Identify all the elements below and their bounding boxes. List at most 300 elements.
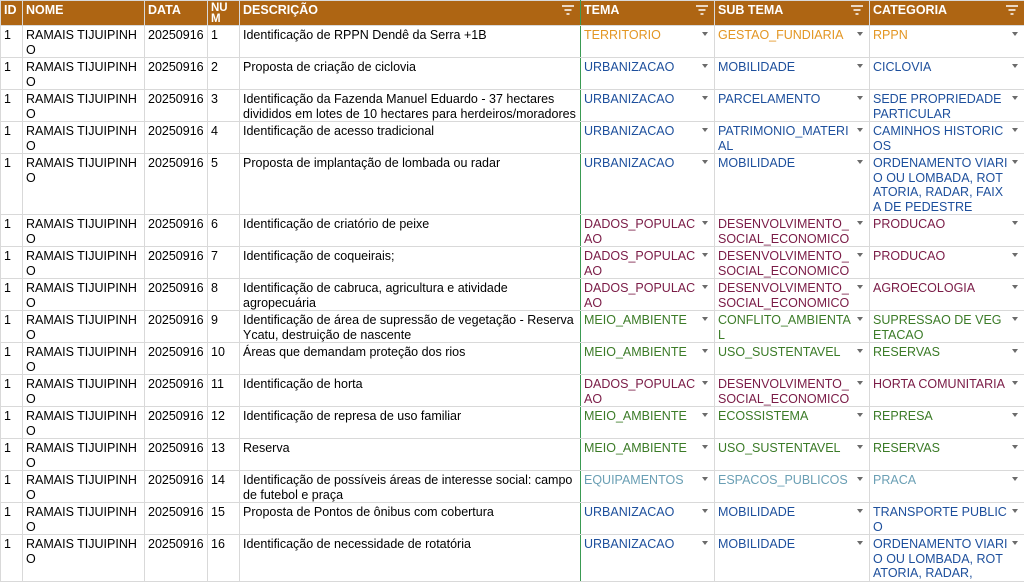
cell-id-text: 1 — [4, 249, 11, 263]
cell-num[interactable] — [208, 26, 240, 58]
cell-data[interactable] — [145, 58, 208, 90]
cell-nome[interactable] — [23, 154, 145, 215]
table-row — [1, 122, 1024, 154]
cell-id[interactable] — [1, 154, 23, 215]
cell-id[interactable] — [1, 90, 23, 122]
cell-tema[interactable] — [581, 311, 715, 343]
cell-sub-tema[interactable] — [715, 407, 870, 439]
cell-tema[interactable] — [581, 439, 715, 471]
cell-nome-text: RAMAIS TIJUIPINHO — [26, 92, 137, 121]
cell-nome[interactable] — [23, 439, 145, 471]
cell-data[interactable] — [145, 503, 208, 535]
column-header-descricao[interactable]: DESCRIÇÃO — [240, 1, 581, 26]
cell-nome-text: RAMAIS TIJUIPINHO — [26, 281, 137, 310]
cell-id-text: 1 — [4, 281, 11, 295]
dropdown-arrow-icon[interactable] — [702, 64, 708, 68]
cell-descricao-text: Identificação de represa de uso familiar — [243, 409, 462, 423]
cell-categoria[interactable] — [870, 471, 1024, 503]
table-row — [1, 279, 1024, 311]
dropdown-arrow-icon[interactable] — [702, 381, 708, 385]
cell-categoria-text: AGROECOLOGIA — [873, 281, 976, 295]
table-row — [1, 439, 1024, 471]
cell-sub-tema[interactable] — [715, 471, 870, 503]
dropdown-arrow-icon[interactable] — [1012, 32, 1018, 36]
cell-tema[interactable] — [581, 503, 715, 535]
cell-sub-tema[interactable] — [715, 26, 870, 58]
cell-tema[interactable] — [581, 58, 715, 90]
column-header-id[interactable]: ID — [1, 1, 23, 26]
dropdown-arrow-icon[interactable] — [1012, 64, 1018, 68]
table-row — [1, 471, 1024, 503]
cell-tema[interactable] — [581, 343, 715, 375]
cell-categoria[interactable] — [870, 90, 1024, 122]
column-header-categoria[interactable]: CATEGORIA — [870, 1, 1024, 26]
cell-tema[interactable] — [581, 471, 715, 503]
cell-data[interactable] — [145, 375, 208, 407]
cell-tema-text: URBANIZACAO — [584, 92, 675, 106]
cell-categoria[interactable] — [870, 343, 1024, 375]
cell-descricao-text: Identificação de horta — [243, 377, 363, 391]
cell-data-text: 20250916 — [148, 281, 204, 295]
dropdown-arrow-icon[interactable] — [857, 32, 863, 36]
cell-tema-text: URBANIZACAO — [584, 156, 675, 170]
filter-icon[interactable] — [1006, 5, 1018, 16]
cell-id[interactable] — [1, 375, 23, 407]
cell-descricao-text: Identificação de cabruca, agricultura e atividade agropecuária — [243, 281, 508, 310]
cell-id-text: 1 — [4, 409, 11, 423]
table-row — [1, 407, 1024, 439]
dropdown-arrow-icon[interactable] — [1012, 128, 1018, 132]
cell-tema-text: DADOS_POPULACAO — [584, 377, 696, 406]
cell-num-text: 16 — [211, 537, 225, 551]
cell-categoria-text: RESERVAS — [873, 441, 940, 455]
dropdown-arrow-icon[interactable] — [702, 445, 708, 449]
cell-data[interactable] — [145, 26, 208, 58]
table-row — [1, 311, 1024, 343]
cell-tema-text: DADOS_POPULACAO — [584, 249, 696, 278]
cell-id-text: 1 — [4, 473, 11, 487]
cell-nome[interactable] — [23, 58, 145, 90]
dropdown-arrow-icon[interactable] — [702, 317, 708, 321]
dropdown-arrow-icon[interactable] — [1012, 160, 1018, 164]
cell-data[interactable] — [145, 247, 208, 279]
cell-descricao[interactable] — [240, 535, 581, 582]
cell-tema-text: MEIO_AMBIENTE — [584, 409, 687, 423]
cell-sub-tema-text: DESENVOLVIMENTO_SOCIAL_ECONOMICO — [718, 249, 850, 278]
cell-categoria[interactable] — [870, 279, 1024, 311]
cell-id-text: 1 — [4, 441, 11, 455]
cell-id[interactable] — [1, 407, 23, 439]
cell-id[interactable] — [1, 343, 23, 375]
dropdown-arrow-icon[interactable] — [702, 160, 708, 164]
cell-nome-text: RAMAIS TIJUIPINHO — [26, 441, 137, 470]
cell-sub-tema[interactable] — [715, 122, 870, 154]
cell-categoria-text: PRODUCAO — [873, 249, 946, 263]
dropdown-arrow-icon[interactable] — [1012, 477, 1018, 481]
cell-tema-text: DADOS_POPULACAO — [584, 281, 696, 310]
cell-tema[interactable] — [581, 407, 715, 439]
cell-tema[interactable] — [581, 215, 715, 247]
table-row — [1, 26, 1024, 58]
cell-descricao[interactable] — [240, 247, 581, 279]
cell-num[interactable] — [208, 471, 240, 503]
dropdown-arrow-icon[interactable] — [702, 32, 708, 36]
cell-data[interactable] — [145, 535, 208, 582]
cell-descricao[interactable] — [240, 375, 581, 407]
table-row — [1, 343, 1024, 375]
dropdown-arrow-icon[interactable] — [1012, 381, 1018, 385]
table-row — [1, 535, 1024, 582]
cell-tema[interactable] — [581, 90, 715, 122]
cell-tema[interactable] — [581, 535, 715, 582]
cell-tema-text: URBANIZACAO — [584, 60, 675, 74]
cell-data-text: 20250916 — [148, 249, 204, 263]
cell-categoria-text: SEDE PROPRIEDADE PARTICULAR — [873, 92, 1002, 121]
dropdown-arrow-icon[interactable] — [857, 128, 863, 132]
cell-descricao-text: Áreas que demandam proteção dos rios — [243, 345, 466, 359]
cell-categoria[interactable] — [870, 154, 1024, 215]
cell-nome[interactable] — [23, 279, 145, 311]
dropdown-arrow-icon[interactable] — [1012, 509, 1018, 513]
cell-sub-tema[interactable] — [715, 215, 870, 247]
cell-sub-tema-text: MOBILIDADE — [718, 505, 796, 519]
filter-icon[interactable] — [562, 5, 574, 16]
cell-descricao[interactable] — [240, 279, 581, 311]
cell-id-text: 1 — [4, 377, 11, 391]
cell-id-text: 1 — [4, 92, 11, 106]
cell-num[interactable] — [208, 279, 240, 311]
cell-descricao[interactable] — [240, 215, 581, 247]
cell-nome-text: RAMAIS TIJUIPINHO — [26, 537, 137, 566]
cell-num-text: 8 — [211, 281, 218, 295]
cell-data-text: 20250916 — [148, 156, 204, 170]
cell-nome-text: RAMAIS TIJUIPINHO — [26, 60, 137, 89]
table-row — [1, 154, 1024, 215]
cell-nome-text: RAMAIS TIJUIPINHO — [26, 473, 137, 502]
cell-sub-tema-text: PARCELAMENTO — [718, 92, 821, 106]
cell-categoria[interactable] — [870, 375, 1024, 407]
cell-data[interactable] — [145, 122, 208, 154]
dropdown-arrow-icon[interactable] — [857, 349, 863, 353]
cell-nome-text: RAMAIS TIJUIPINHO — [26, 409, 137, 438]
cell-data[interactable] — [145, 90, 208, 122]
cell-data[interactable] — [145, 311, 208, 343]
cell-categoria-text: REPRESA — [873, 409, 933, 423]
cell-sub-tema[interactable] — [715, 58, 870, 90]
cell-data-text: 20250916 — [148, 313, 204, 327]
dropdown-arrow-icon[interactable] — [857, 160, 863, 164]
cell-descricao-text: Identificação de possíveis áreas de interesse social: campo de futebol e praça — [243, 473, 573, 502]
cell-num[interactable] — [208, 375, 240, 407]
column-header-num[interactable]: NU M — [208, 1, 240, 26]
cell-categoria-text: RESERVAS — [873, 345, 940, 359]
cell-tema[interactable] — [581, 247, 715, 279]
cell-categoria[interactable] — [870, 439, 1024, 471]
table-row — [1, 58, 1024, 90]
dropdown-arrow-icon[interactable] — [702, 477, 708, 481]
dropdown-arrow-icon[interactable] — [1012, 317, 1018, 321]
dropdown-arrow-icon[interactable] — [1012, 253, 1018, 257]
dropdown-arrow-icon[interactable] — [857, 64, 863, 68]
cell-sub-tema-text: DESENVOLVIMENTO_SOCIAL_ECONOMICO — [718, 281, 850, 310]
cell-tema[interactable] — [581, 122, 715, 154]
dropdown-arrow-icon[interactable] — [857, 253, 863, 257]
cell-nome[interactable] — [23, 471, 145, 503]
cell-data[interactable] — [145, 439, 208, 471]
cell-id[interactable] — [1, 279, 23, 311]
cell-sub-tema[interactable] — [715, 343, 870, 375]
cell-num-text: 11 — [211, 377, 224, 391]
column-header-sub-tema[interactable]: SUB TEMA — [715, 1, 870, 26]
dropdown-arrow-icon[interactable] — [702, 253, 708, 257]
dropdown-arrow-icon[interactable] — [857, 445, 863, 449]
table-row — [1, 215, 1024, 247]
cell-id-text: 1 — [4, 505, 11, 519]
cell-sub-tema-text: DESENVOLVIMENTO_SOCIAL_ECONOMICO — [718, 217, 850, 246]
dropdown-arrow-icon[interactable] — [857, 509, 863, 513]
cell-id[interactable] — [1, 503, 23, 535]
cell-descricao-text: Proposta de implantação de lombada ou radar — [243, 156, 501, 170]
cell-num[interactable] — [208, 122, 240, 154]
cell-sub-tema[interactable] — [715, 90, 870, 122]
cell-descricao[interactable] — [240, 343, 581, 375]
header-row — [1, 1, 1024, 26]
cell-nome[interactable] — [23, 122, 145, 154]
cell-num[interactable] — [208, 311, 240, 343]
cell-sub-tema[interactable] — [715, 279, 870, 311]
cell-tema-text: TERRITORIO — [584, 28, 661, 42]
cell-descricao-text: Identificação de RPPN Dendê da Serra +1B — [243, 28, 487, 42]
cell-sub-tema-text: ESPACOS_PUBLICOS — [718, 473, 848, 487]
dropdown-arrow-icon[interactable] — [702, 509, 708, 513]
cell-sub-tema[interactable] — [715, 247, 870, 279]
cell-descricao[interactable] — [240, 311, 581, 343]
cell-num-text: 1 — [211, 28, 218, 42]
cell-data-text: 20250916 — [148, 441, 204, 455]
cell-data-text: 20250916 — [148, 28, 204, 42]
cell-id[interactable] — [1, 535, 23, 582]
cell-id[interactable] — [1, 247, 23, 279]
cell-data-text: 20250916 — [148, 505, 204, 519]
cell-data[interactable] — [145, 154, 208, 215]
cell-data-text: 20250916 — [148, 409, 204, 423]
cell-categoria[interactable] — [870, 26, 1024, 58]
dropdown-arrow-icon[interactable] — [1012, 413, 1018, 417]
cell-descricao-text: Identificação de necessidade de rotatória — [243, 537, 471, 551]
cell-categoria-text: CICLOVIA — [873, 60, 932, 74]
dropdown-arrow-icon[interactable] — [702, 413, 708, 417]
cell-nome[interactable] — [23, 407, 145, 439]
cell-nome[interactable] — [23, 90, 145, 122]
column-header-nome[interactable]: NOME — [23, 1, 145, 26]
cell-categoria[interactable] — [870, 58, 1024, 90]
cell-sub-tema[interactable] — [715, 311, 870, 343]
column-header-tema[interactable]: TEMA — [581, 1, 715, 26]
cell-nome-text: RAMAIS TIJUIPINHO — [26, 505, 137, 534]
cell-id-text: 1 — [4, 537, 11, 551]
cell-id-text: 1 — [4, 313, 11, 327]
cell-num-text: 12 — [211, 409, 225, 423]
cell-data[interactable] — [145, 407, 208, 439]
cell-categoria[interactable] — [870, 247, 1024, 279]
cell-descricao[interactable] — [240, 26, 581, 58]
cell-descricao-text: Identificação de criatório de peixe — [243, 217, 430, 231]
cell-categoria-text: PRODUCAO — [873, 217, 946, 231]
cell-id[interactable] — [1, 122, 23, 154]
cell-sub-tema-text: PATRIMONIO_MATERIAL — [718, 124, 849, 153]
cell-categoria[interactable] — [870, 535, 1024, 582]
cell-categoria[interactable] — [870, 215, 1024, 247]
cell-sub-tema-text: MOBILIDADE — [718, 537, 796, 551]
cell-descricao[interactable] — [240, 407, 581, 439]
cell-descricao[interactable] — [240, 471, 581, 503]
cell-num[interactable] — [208, 407, 240, 439]
cell-sub-tema[interactable] — [715, 535, 870, 582]
cell-descricao-text: Proposta de criação de ciclovia — [243, 60, 417, 74]
cell-categoria-text: RPPN — [873, 28, 908, 42]
cell-num[interactable] — [208, 535, 240, 582]
cell-sub-tema[interactable] — [715, 503, 870, 535]
cell-id[interactable] — [1, 58, 23, 90]
cell-data-text: 20250916 — [148, 217, 204, 231]
cell-categoria-text: PRACA — [873, 473, 917, 487]
dropdown-arrow-icon[interactable] — [702, 221, 708, 225]
dropdown-arrow-icon[interactable] — [1012, 349, 1018, 353]
dropdown-arrow-icon[interactable] — [1012, 96, 1018, 100]
dropdown-arrow-icon[interactable] — [857, 477, 863, 481]
dropdown-arrow-icon[interactable] — [857, 541, 863, 545]
dropdown-arrow-icon[interactable] — [702, 128, 708, 132]
dropdown-arrow-icon[interactable] — [1012, 445, 1018, 449]
cell-nome[interactable] — [23, 26, 145, 58]
cell-tema[interactable] — [581, 375, 715, 407]
filter-icon[interactable] — [851, 5, 863, 16]
dropdown-arrow-icon[interactable] — [857, 221, 863, 225]
cell-sub-tema[interactable] — [715, 154, 870, 215]
cell-descricao[interactable] — [240, 90, 581, 122]
cell-num-text: 15 — [211, 505, 225, 519]
dropdown-arrow-icon[interactable] — [857, 413, 863, 417]
cell-data[interactable] — [145, 279, 208, 311]
cell-num-text: 3 — [211, 92, 218, 106]
cell-nome[interactable] — [23, 311, 145, 343]
cell-categoria[interactable] — [870, 503, 1024, 535]
cell-num[interactable] — [208, 215, 240, 247]
cell-descricao-text: Proposta de Pontos de ônibus com cobertura — [243, 505, 494, 519]
cell-id-text: 1 — [4, 345, 11, 359]
cell-descricao-text: Identificação de acesso tradicional — [243, 124, 435, 138]
cell-sub-tema-text: DESENVOLVIMENTO_SOCIAL_ECONOMICO — [718, 377, 850, 406]
cell-id[interactable] — [1, 471, 23, 503]
cell-nome-text: RAMAIS TIJUIPINHO — [26, 377, 137, 406]
table-row — [1, 503, 1024, 535]
cell-num-text: 2 — [211, 60, 218, 74]
cell-descricao[interactable] — [240, 58, 581, 90]
cell-id[interactable] — [1, 26, 23, 58]
cell-descricao[interactable] — [240, 439, 581, 471]
dropdown-arrow-icon[interactable] — [1012, 221, 1018, 225]
table-row — [1, 375, 1024, 407]
cell-num[interactable] — [208, 503, 240, 535]
cell-id[interactable] — [1, 215, 23, 247]
cell-nome[interactable] — [23, 343, 145, 375]
cell-categoria[interactable] — [870, 311, 1024, 343]
cell-num[interactable] — [208, 58, 240, 90]
cell-num-text: 13 — [211, 441, 225, 455]
cell-nome[interactable] — [23, 503, 145, 535]
dropdown-arrow-icon[interactable] — [1012, 541, 1018, 545]
cell-num[interactable] — [208, 90, 240, 122]
dropdown-arrow-icon[interactable] — [702, 541, 708, 545]
cell-tema-text: URBANIZACAO — [584, 505, 675, 519]
cell-id[interactable] — [1, 439, 23, 471]
dropdown-arrow-icon[interactable] — [702, 349, 708, 353]
cell-descricao-text: Identificação de área de supressão de vegetação - Reserva Ycatu, destruição de nascente — [243, 313, 574, 342]
cell-categoria[interactable] — [870, 407, 1024, 439]
cell-data[interactable] — [145, 471, 208, 503]
cell-nome[interactable] — [23, 535, 145, 582]
dropdown-arrow-icon[interactable] — [702, 285, 708, 289]
cell-sub-tema-text: MOBILIDADE — [718, 156, 796, 170]
cell-tema[interactable] — [581, 279, 715, 311]
dropdown-arrow-icon[interactable] — [702, 96, 708, 100]
cell-num-text: 9 — [211, 313, 218, 327]
cell-descricao[interactable] — [240, 503, 581, 535]
cell-nome-text: RAMAIS TIJUIPINHO — [26, 313, 137, 342]
cell-categoria-text: ORDENAMENTO VIARIO OU LOMBADA, ROTATORIA, RADAR, FAIXA DE PEDESTRE — [873, 156, 1008, 214]
cell-tema[interactable] — [581, 26, 715, 58]
filter-icon[interactable] — [696, 5, 708, 16]
cell-id-text: 1 — [4, 217, 11, 231]
cell-num[interactable] — [208, 343, 240, 375]
cell-num[interactable] — [208, 247, 240, 279]
cell-nome[interactable] — [23, 215, 145, 247]
column-header-data[interactable]: DATA — [145, 1, 208, 26]
cell-nome[interactable] — [23, 247, 145, 279]
cell-data[interactable] — [145, 343, 208, 375]
dropdown-arrow-icon[interactable] — [1012, 285, 1018, 289]
cell-data[interactable] — [145, 215, 208, 247]
cell-descricao-text: Reserva — [243, 441, 290, 455]
cell-categoria-text: CAMINHOS HISTORICOS — [873, 124, 1004, 153]
cell-categoria-text: HORTA COMUNITARIA — [873, 377, 1005, 391]
cell-tema-text: EQUIPAMENTOS — [584, 473, 684, 487]
cell-id[interactable] — [1, 311, 23, 343]
cell-num-text: 10 — [211, 345, 225, 359]
cell-data-text: 20250916 — [148, 473, 204, 487]
cell-nome-text: RAMAIS TIJUIPINHO — [26, 124, 137, 153]
cell-tema-text: URBANIZACAO — [584, 537, 675, 551]
cell-num-text: 5 — [211, 156, 218, 170]
dropdown-arrow-icon[interactable] — [857, 96, 863, 100]
cell-categoria[interactable] — [870, 122, 1024, 154]
cell-tema[interactable] — [581, 154, 715, 215]
cell-sub-tema-text: USO_SUSTENTAVEL — [718, 441, 841, 455]
cell-data-text: 20250916 — [148, 345, 204, 359]
dropdown-arrow-icon[interactable] — [857, 317, 863, 321]
cell-sub-tema[interactable] — [715, 439, 870, 471]
cell-descricao[interactable] — [240, 122, 581, 154]
cell-tema-text: DADOS_POPULACAO — [584, 217, 696, 246]
cell-num[interactable] — [208, 154, 240, 215]
dropdown-arrow-icon[interactable] — [857, 381, 863, 385]
dropdown-arrow-icon[interactable] — [857, 285, 863, 289]
cell-sub-tema-text: USO_SUSTENTAVEL — [718, 345, 841, 359]
cell-num[interactable] — [208, 439, 240, 471]
cell-nome[interactable] — [23, 375, 145, 407]
cell-sub-tema[interactable] — [715, 375, 870, 407]
cell-descricao[interactable] — [240, 154, 581, 215]
